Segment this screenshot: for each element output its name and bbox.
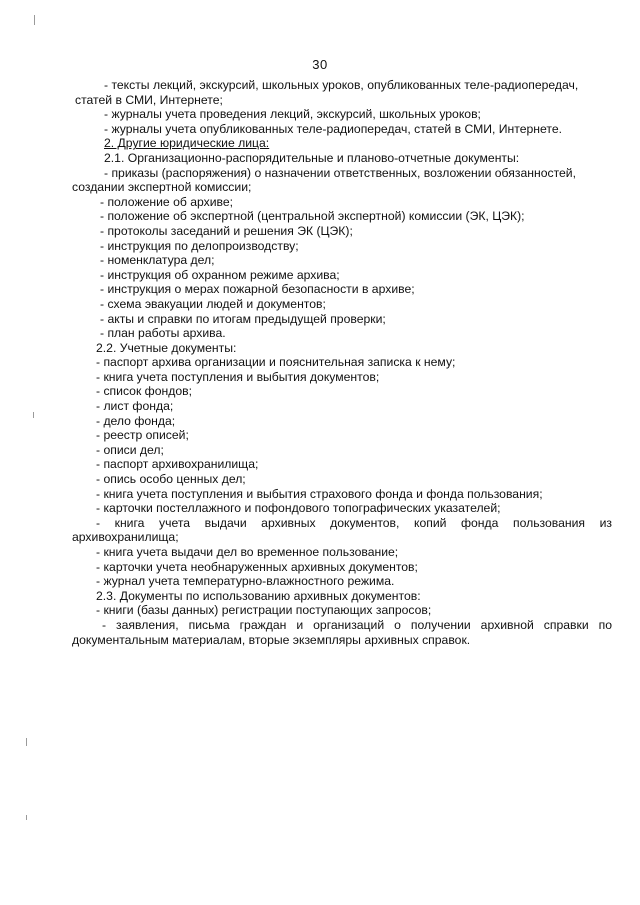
text-line: создании экспертной комиссии;	[72, 180, 252, 195]
list-item: - инструкция об охранном режиме архива;	[100, 267, 340, 282]
list-item: - книга учета выдачи дел во временное пользование;	[96, 545, 399, 559]
subsection-heading: 2.3. Документы по использованию архивных документов:	[96, 588, 421, 603]
list-item: - план работы архива.	[100, 326, 226, 341]
page-number: 30	[312, 57, 328, 72]
list-item: - инструкция о мерах пожарной безопасности в архиве;	[100, 282, 415, 297]
list-item: - инструкция по делопроизводству;	[100, 238, 299, 253]
list-item: - акты и справки по итогам предыдущей проверки;	[100, 311, 386, 326]
list-item: - дело фонда;	[96, 413, 176, 428]
list-item: - лист фонда;	[96, 399, 174, 414]
list-item: - карточки постеллажного и пофондового топографических указателей;	[96, 501, 501, 516]
scan-speck	[26, 815, 27, 820]
list-item: - положение об экспертной (центральной экспертной) комиссии (ЭК, ЦЭК);	[100, 209, 525, 224]
list-item: - заявления, письма граждан и организаций о получении архивной справки по	[102, 617, 612, 632]
list-item: - журнал учета температурно-влажностного режима.	[96, 574, 395, 589]
list-item: - опись особо ценных дел;	[96, 472, 246, 487]
text-line: - приказы (распоряжения) о назначении ответственных, возложении обязанностей,	[104, 165, 576, 180]
subsection-heading: 2.1. Организационно-распорядительные и планово-отчетные документы:	[104, 150, 520, 165]
scan-speck	[34, 15, 35, 25]
list-item: - паспорт архива организации и пояснительная записка к нему;	[96, 355, 456, 370]
list-item: - карточки учета необнаруженных архивных документов;	[96, 559, 418, 574]
text-line: документальным материалам, вторые экземпляры архивных справок.	[72, 632, 471, 647]
list-item: - положение об архиве;	[100, 194, 234, 209]
list-item: - паспорт архивохранилища;	[96, 457, 259, 472]
list-item: - описи дел;	[96, 442, 164, 457]
list-item: - протоколы заседаний и решения ЭК (ЦЭК);	[100, 223, 353, 238]
text-line: - тексты лекций, экскурсий, школьных уроков, опубликованных теле-радиопередач,	[104, 78, 579, 92]
text-line: архивохранилища;	[72, 530, 179, 545]
section-heading: 2. Другие юридические лица:	[104, 136, 270, 151]
list-item: - книга учета поступления и выбытия страхового фонда и фонда пользования;	[96, 486, 543, 501]
list-item: - схема эвакуации людей и документов;	[100, 296, 326, 311]
text-line: - журналы учета проведения лекций, экскурсий, школьных уроков;	[104, 107, 481, 122]
list-item: - книги (базы данных) регистрации поступающих запросов;	[96, 603, 432, 618]
document-body	[72, 78, 612, 647]
text-line: статей в СМИ, Интернете;	[75, 92, 223, 107]
text-line: - журналы учета опубликованных теле-радиопередач, статей в СМИ, Интернете.	[104, 121, 562, 136]
scan-speck	[33, 412, 34, 418]
scan-speck	[26, 738, 27, 746]
list-item: - реестр описей;	[96, 428, 189, 443]
list-item: - список фондов;	[96, 384, 192, 399]
list-item: - номенклатура дел;	[100, 253, 215, 268]
list-item: - книга учета выдачи архивных документов, копий фонда пользования из	[96, 515, 612, 530]
list-item: - книга учета поступления и выбытия документов;	[96, 369, 380, 384]
subsection-heading: 2.2. Учетные документы:	[96, 340, 237, 355]
